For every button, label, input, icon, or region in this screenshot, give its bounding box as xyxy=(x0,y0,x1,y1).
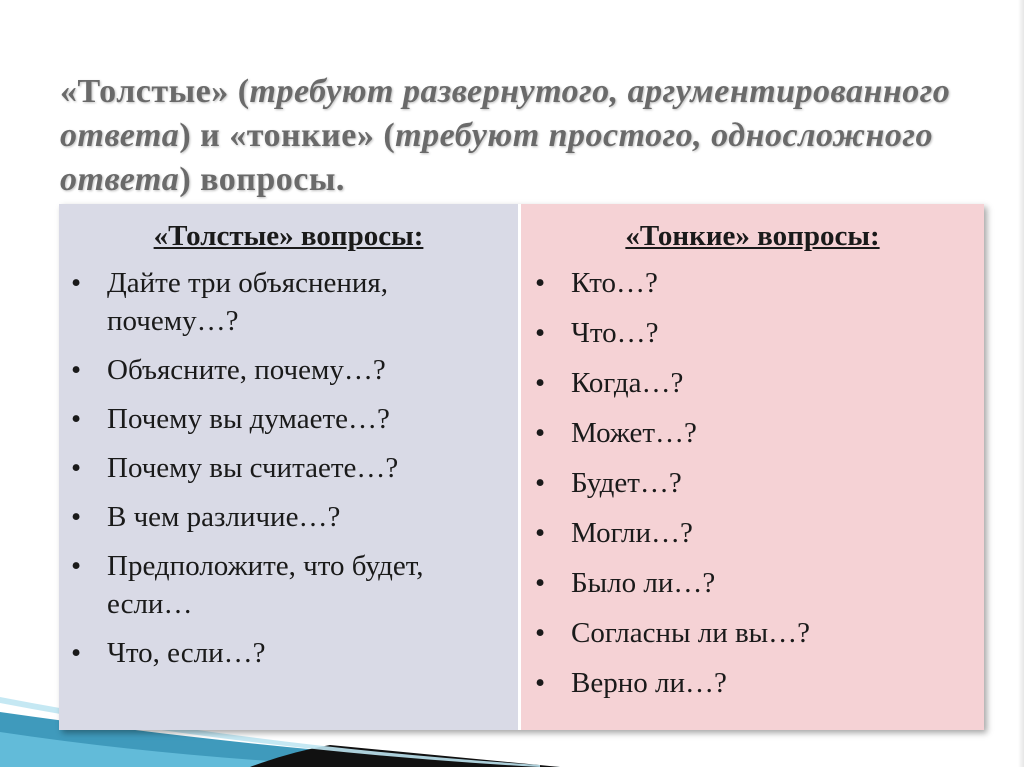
list-item-text: Почему вы думаете…? xyxy=(107,403,390,435)
title-part-1: «Толстые» ( xyxy=(60,73,250,110)
list-item xyxy=(521,264,984,302)
list-item xyxy=(521,314,984,352)
list-item-text: Было ли…? xyxy=(571,567,716,599)
bullet-icon: • xyxy=(535,317,546,349)
bullet-icon: • xyxy=(71,550,82,582)
bullet-icon: • xyxy=(535,267,546,299)
title-part-3: ) и «тонкие» ( xyxy=(179,117,396,154)
list-item xyxy=(521,414,984,452)
slide-title xyxy=(60,70,960,202)
bullet-icon: • xyxy=(71,354,82,386)
list-item xyxy=(521,514,984,552)
bullet-icon: • xyxy=(71,403,82,435)
thick-questions-list xyxy=(59,264,518,672)
list-item-text: Верно ли…? xyxy=(571,667,727,699)
title-part-2: требуют развернутого, аргументированного ответа xyxy=(60,73,951,154)
bullet-icon: • xyxy=(71,637,82,669)
list-item xyxy=(521,664,984,702)
list-item-text: Почему вы считаете…? xyxy=(107,452,399,484)
thick-questions-column xyxy=(59,204,521,730)
list-item xyxy=(521,614,984,652)
list-item xyxy=(521,564,984,602)
list-item xyxy=(59,449,518,487)
thin-questions-heading: «Тонкие» вопросы: xyxy=(625,220,880,252)
bullet-icon: • xyxy=(535,667,546,699)
list-item-text: Дайте три объяснения, почему…? xyxy=(107,267,389,337)
list-item xyxy=(59,264,518,340)
bullet-icon: • xyxy=(535,567,546,599)
thin-questions-list xyxy=(521,264,984,702)
list-item xyxy=(59,634,518,672)
list-item-text: Будет…? xyxy=(571,467,682,499)
slide-edge-decoration xyxy=(1018,0,1024,767)
questions-table xyxy=(59,204,984,730)
list-item-text: Объясните, почему…? xyxy=(107,354,386,386)
list-item-text: Кто…? xyxy=(571,267,658,299)
bullet-icon: • xyxy=(71,452,82,484)
bullet-icon: • xyxy=(535,467,546,499)
bullet-icon: • xyxy=(71,267,82,299)
title-part-5: ) вопросы. xyxy=(179,161,345,198)
list-item-text: Могли…? xyxy=(571,517,693,549)
list-item xyxy=(521,364,984,402)
title-part-4: требуют простого, односложного ответа xyxy=(60,117,933,198)
list-item xyxy=(521,464,984,502)
list-item xyxy=(59,400,518,438)
bullet-icon: • xyxy=(71,501,82,533)
list-item-text: Предположите, что будет, если… xyxy=(107,550,424,620)
bullet-icon: • xyxy=(535,367,546,399)
bullet-icon: • xyxy=(535,517,546,549)
list-item xyxy=(59,547,518,623)
list-item-text: Когда…? xyxy=(571,367,684,399)
bullet-icon: • xyxy=(535,617,546,649)
list-item-text: Может…? xyxy=(571,417,697,449)
thick-questions-heading: «Толстые» вопросы: xyxy=(153,220,424,252)
list-item-text: Согласны ли вы…? xyxy=(571,617,811,649)
list-item-text: Что…? xyxy=(571,317,659,349)
bullet-icon: • xyxy=(535,417,546,449)
list-item xyxy=(59,498,518,536)
list-item-text: В чем различие…? xyxy=(107,501,341,533)
list-item-text: Что, если…? xyxy=(107,637,266,669)
list-item xyxy=(59,351,518,389)
thin-questions-column xyxy=(521,204,984,730)
